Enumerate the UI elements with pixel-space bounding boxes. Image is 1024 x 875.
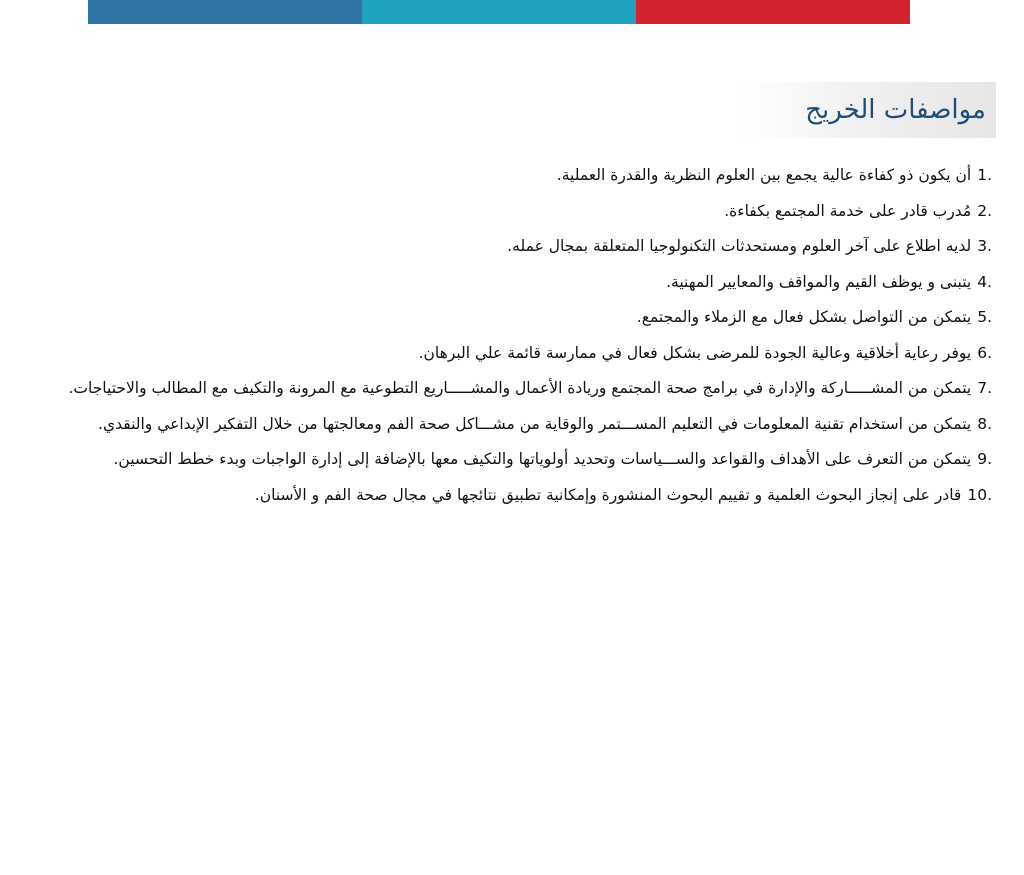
list-item-text: يتمكن من التعرف على الأهداف والقواعد والســـياسات وتحديد أولوياتها والتكيف معها بالإضافة إلى إدارة الواجبات وبدء خطط التحسين. — [113, 450, 972, 468]
list-item-number: 7. — [977, 379, 992, 397]
list-item-number: 10. — [967, 485, 992, 504]
list-item-number: 9. — [977, 450, 992, 468]
list-item-text: يتمكن من التواصل بشكل فعال مع الزملاء والمجتمع. — [636, 308, 972, 326]
list-item-text: قادر على إنجاز البحوث العلمية و تقييم البحوث المنشورة وإمكانية تطبيق نتائجها في مجال صحة الفم و الأسنان. — [254, 485, 962, 504]
list-item-text: لديه اطلاع على آخر العلوم ومستحدثات التكنولوجيا المتعلقة بمجال عمله. — [507, 237, 972, 255]
list-item-number: 2. — [977, 201, 992, 220]
list-item — [32, 300, 992, 336]
list-item-text: يتمكن من المشـــــاركة والإدارة في برامج صحة المجتمع وريادة الأعمال والمشـــــاريع التطوعية مع المرونة والتكيف مع المطالب والاحتياجات. — [68, 379, 972, 397]
graduate-specifications-list — [32, 158, 992, 513]
list-item — [32, 478, 992, 514]
list-item — [32, 265, 992, 301]
list-item-text: يوفر رعاية أخلاقية وعالية الجودة للمرضى بشكل فعال في ممارسة قائمة علي البرهان. — [418, 343, 972, 362]
list-item — [32, 194, 992, 230]
list-item-number: 1. — [977, 166, 992, 184]
list-item-text: يتمكن من استخدام تقنية المعلومات في التعليم المســـتمر والوقاية من مشـــاكل صحة الفم ومعالجتها من خلال التفكير الإبداعي والنقدي. — [98, 414, 972, 433]
list-item-number: 8. — [977, 414, 992, 433]
list-item-number: 3. — [977, 237, 992, 255]
list-item-text: أن يكون ذو كفاءة عالية يجمع بين العلوم النظرية والقدرة العملية. — [556, 166, 972, 184]
list-item — [32, 229, 992, 265]
bar-segment-red — [636, 0, 910, 24]
bar-segment-teal — [362, 0, 636, 24]
list-item — [32, 442, 992, 478]
list-item — [32, 158, 992, 194]
list-item-number: 6. — [977, 343, 992, 362]
top-color-bar — [88, 0, 910, 24]
list-item — [32, 371, 992, 407]
list-item-text: مُدرب قادر على خدمة المجتمع بكفاءة. — [724, 201, 972, 220]
list-item — [32, 407, 992, 443]
bar-segment-blue — [88, 0, 362, 24]
page-title: مواصفات الخريج — [805, 95, 986, 125]
list-item — [32, 336, 992, 372]
list-item-number: 5. — [977, 308, 992, 326]
list-item-number: 4. — [977, 272, 992, 291]
list-item-text: يتبنى و يوظف القيم والمواقف والمعايير المهنية. — [666, 272, 972, 291]
heading-box — [741, 82, 996, 138]
